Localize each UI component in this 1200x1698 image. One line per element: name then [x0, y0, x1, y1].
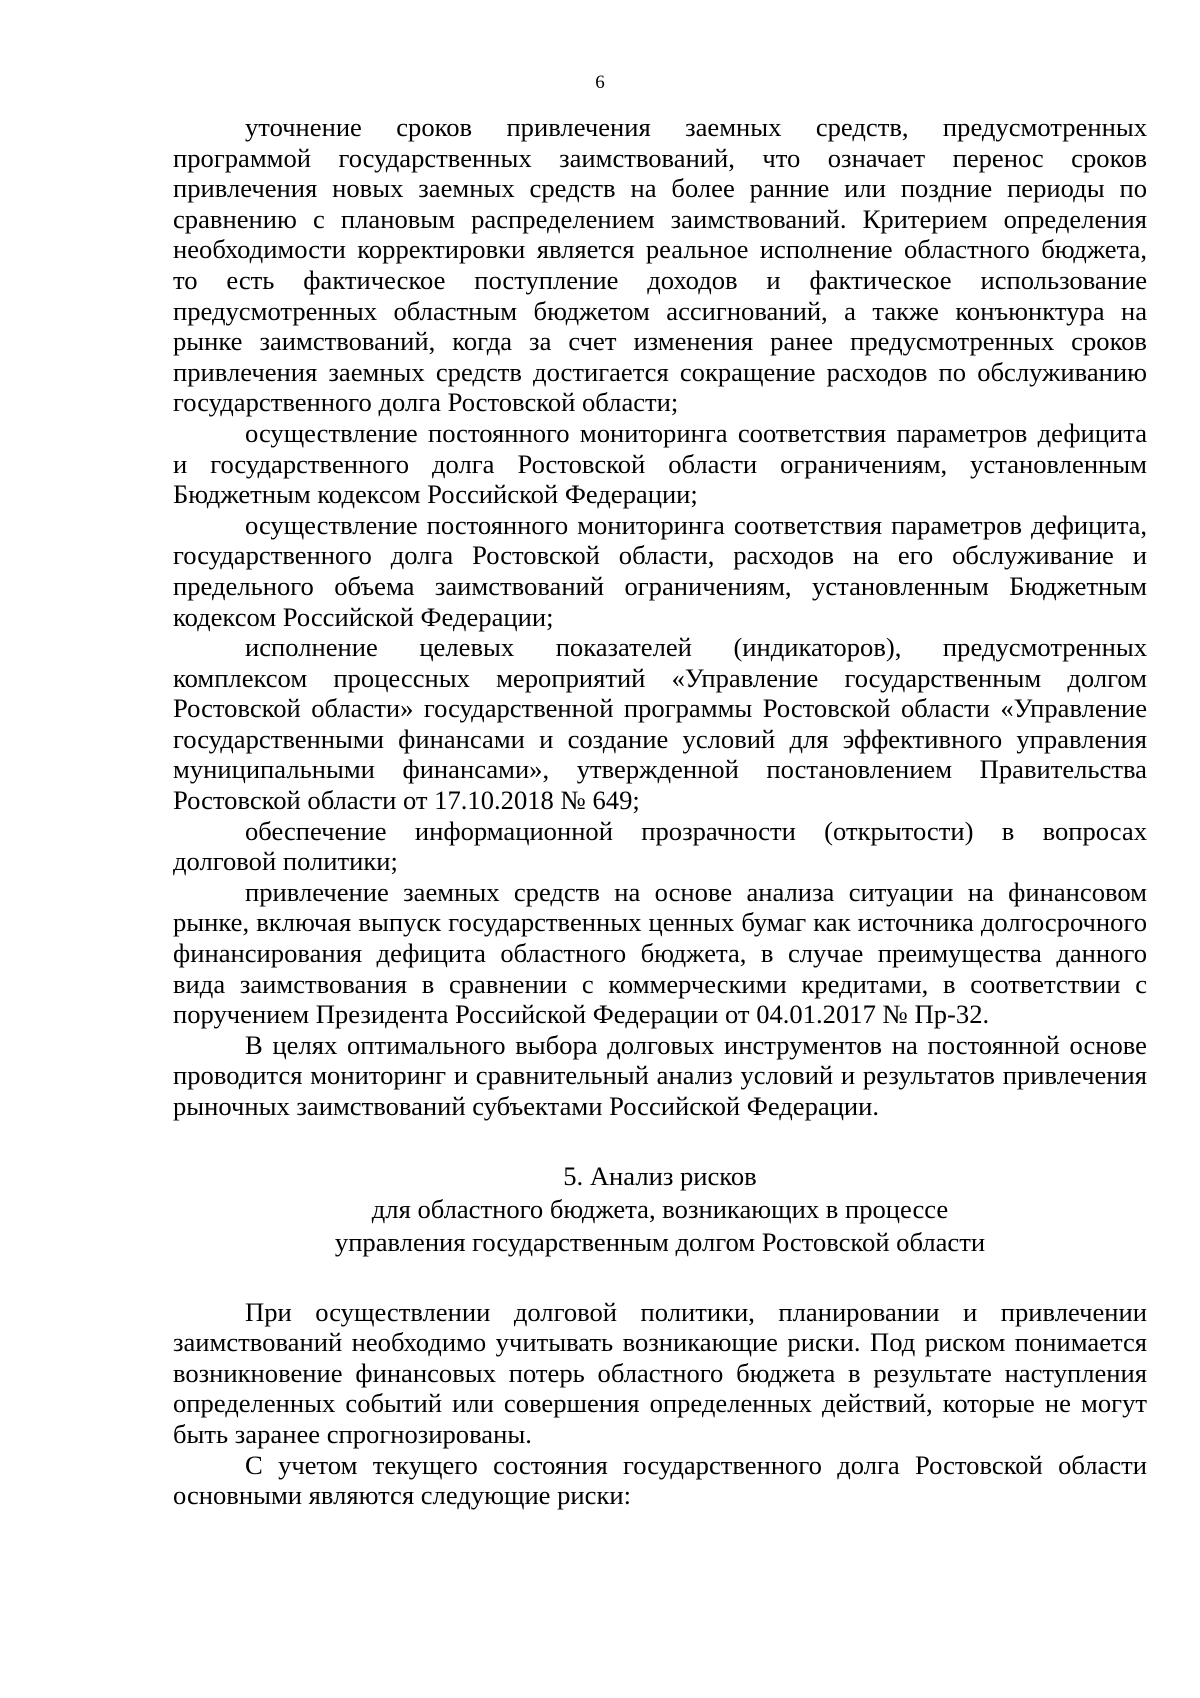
paragraph-borrowed-funds: привлечение заемных средств на основе анализа ситуации на финансовом рынке, включая выпуск государственных ценных бумаг как источника долгосрочного финансирования дефицита областного бюджета, в случае преимущества данного вида заимствования в сравнении с коммерческими кредитами, в соответствии с поручением Президента Российской Федерации от 04.01.2017 № Пр-32.	[173, 876, 1147, 1030]
paragraph-monitoring-deficit-debt: осуществление постоянного мониторинга соответствия параметров дефицита и государственного долга Ростовской области ограничениям, установленным Бюджетным кодексом Российской Федерации;	[173, 417, 1147, 510]
section-heading-line-2: для областного бюджета, возникающих в процессе	[371, 1193, 949, 1224]
paragraph-optimal-choice: В целях оптимального выбора долговых инструментов на постоянной основе проводится мониторинг и сравнительный анализ условий и результатов привлечения рыночных заимствований субъектами Российской Федерации.	[173, 1029, 1147, 1121]
paragraph-risks-intro: При осуществлении долговой политики, планировании и привлечении заимствований необходимо учитывать возникающие риски. Под риском понимается возникновение финансовых потерь областного бюджета в результате наступления определенных событий или совершения определенных действий, которые не могут быть заранее спрогнозированы.	[173, 1296, 1147, 1449]
paragraph-transparency: обеспечение информационной прозрачности (открытости) в вопросах долговой политики;	[173, 815, 1147, 877]
paragraph-borrowing-terms: уточнение сроков привлечения заемных средств, предусмотренных программой государственных заимствований, что означает перенос сроков привлечения новых заемных средств на более ранние или поздние периоды по сравнению с плановым распределением заимствований. Критерием определения необходимости корректировки является реальное исполнение областного бюджета, то есть фактическое поступление доходов и фактическое использование предусмотренных областным бюджетом ассигнований, а также конъюнктура на рынке заимствований, когда за счет изменения ранее предусмотренных сроков привлечения заемных средств достигается сокращение расходов по обслуживанию государственного долга Ростовской области;	[173, 112, 1147, 418]
section-heading	[173, 1160, 1147, 1259]
section-heading-line-3: управления государственным долгом Ростовской области	[334, 1226, 986, 1257]
document-body	[173, 112, 1147, 1511]
section-heading-line-1: 5. Анализ рисков	[563, 1160, 757, 1191]
paragraph-monitoring-deficit-expenses: осуществление постоянного мониторинга соответствия параметров дефицита, государственного долга Ростовской области, расходов на его обслуживание и предельного объема заимствований ограничениям, установленным Бюджетным кодексом Российской Федерации;	[173, 509, 1147, 632]
page-number: 6	[595, 72, 605, 93]
paragraph-main-risks: С учетом текущего состояния государственного долга Ростовской области основными являются следующие риски:	[173, 1449, 1147, 1511]
paragraph-target-indicators: исполнение целевых показателей (индикаторов), предусмотренных комплексом процессных мероприятий «Управление государственным долгом Ростовской области» государственной программы Ростовской области «Управление государственными финансами и создание условий для эффективного управления муниципальными финансами», утвержденной постановлением Правительства Ростовской области от 17.10.2018 № 649;	[173, 632, 1147, 816]
